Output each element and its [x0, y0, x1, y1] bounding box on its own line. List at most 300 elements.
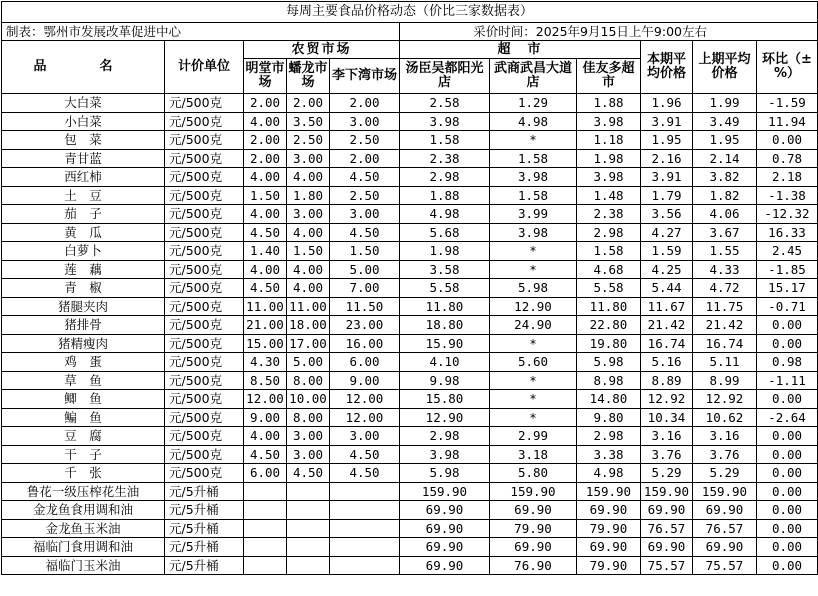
- supermarket-1-price: 11.80: [400, 297, 490, 316]
- unit-cell: 元/500克: [165, 112, 244, 131]
- current-avg-price: 8.89: [641, 371, 693, 390]
- current-avg-price: 75.57: [641, 556, 693, 575]
- table-row: [2, 519, 818, 538]
- change-percent: 11.94: [757, 112, 818, 131]
- table-row: [2, 482, 818, 501]
- supermarket-1-price: 2.98: [400, 168, 490, 187]
- market-3-price: 3.00: [330, 427, 400, 446]
- supermarket-2-price: 2.99: [490, 427, 577, 446]
- supermarket-3-price: 1.98: [577, 149, 641, 168]
- change-percent: 0.00: [757, 519, 818, 538]
- unit-cell: 元/500克: [165, 223, 244, 242]
- supermarket-1-price: 5.98: [400, 464, 490, 483]
- market-2-price: 8.00: [287, 408, 330, 427]
- previous-avg-price: 5.11: [693, 353, 757, 372]
- table-row: [2, 353, 818, 372]
- change-percent: -0.71: [757, 297, 818, 316]
- previous-avg-price: 4.33: [693, 260, 757, 279]
- supermarket-1-price: 159.90: [400, 482, 490, 501]
- market-3-price: 23.00: [330, 316, 400, 335]
- previous-avg-price: 4.72: [693, 279, 757, 298]
- previous-avg-price: 3.82: [693, 168, 757, 187]
- table-row: [2, 371, 818, 390]
- current-avg-price: 2.16: [641, 149, 693, 168]
- item-name: 鸡 蛋: [2, 353, 165, 372]
- market-2-price: 3.50: [287, 112, 330, 131]
- market-1-price: 21.00: [244, 316, 287, 335]
- market-1-price: [244, 556, 287, 575]
- header-supermarket-2: 武商武昌大道店: [490, 59, 577, 94]
- supermarket-3-price: 14.80: [577, 390, 641, 409]
- market-2-price: 2.00: [287, 94, 330, 113]
- table-row: [2, 149, 818, 168]
- market-2-price: 2.50: [287, 131, 330, 150]
- change-percent: 0.00: [757, 316, 818, 335]
- market-3-price: 2.00: [330, 149, 400, 168]
- supermarket-3-price: 1.48: [577, 186, 641, 205]
- item-name: 福临门食用调和油: [2, 538, 165, 557]
- previous-avg-price: 21.42: [693, 316, 757, 335]
- market-3-price: 12.00: [330, 390, 400, 409]
- market-1-price: 4.50: [244, 223, 287, 242]
- unit-cell: 元/5升桶: [165, 538, 244, 557]
- current-avg-price: 3.91: [641, 112, 693, 131]
- header-market-3: 李下湾市场: [330, 59, 400, 94]
- market-3-price: [330, 482, 400, 501]
- item-name: 土 豆: [2, 186, 165, 205]
- collect-time: 采价时间：2025年9月15日上午9:00左右: [400, 23, 818, 41]
- supermarket-1-price: 69.90: [400, 556, 490, 575]
- unit-cell: 元/500克: [165, 353, 244, 372]
- change-percent: 0.98: [757, 353, 818, 372]
- supermarket-3-price: 2.38: [577, 205, 641, 224]
- table-row: [2, 223, 818, 242]
- header-market-1: 明堂市场: [244, 59, 287, 94]
- item-name: 豆 腐: [2, 427, 165, 446]
- item-name: 猪排骨: [2, 316, 165, 335]
- item-name: 青 椒: [2, 279, 165, 298]
- supermarket-3-price: 79.90: [577, 519, 641, 538]
- market-3-price: [330, 556, 400, 575]
- market-3-price: 11.50: [330, 297, 400, 316]
- supermarket-2-price: *: [490, 334, 577, 353]
- supermarket-3-price: 79.90: [577, 556, 641, 575]
- current-avg-price: 76.57: [641, 519, 693, 538]
- unit-cell: 元/500克: [165, 408, 244, 427]
- current-avg-price: 21.42: [641, 316, 693, 335]
- market-3-price: [330, 519, 400, 538]
- previous-avg-price: 2.14: [693, 149, 757, 168]
- supermarket-3-price: 3.98: [577, 168, 641, 187]
- current-avg-price: 5.44: [641, 279, 693, 298]
- table-row: [2, 501, 818, 520]
- supermarket-1-price: 9.98: [400, 371, 490, 390]
- item-name: 大白菜: [2, 94, 165, 113]
- market-2-price: 18.00: [287, 316, 330, 335]
- supermarket-3-price: 19.80: [577, 334, 641, 353]
- item-name: 小白菜: [2, 112, 165, 131]
- current-avg-price: 1.59: [641, 242, 693, 261]
- supermarket-2-price: 5.80: [490, 464, 577, 483]
- previous-avg-price: 1.55: [693, 242, 757, 261]
- change-percent: 15.17: [757, 279, 818, 298]
- market-2-price: 3.00: [287, 149, 330, 168]
- market-1-price: 12.00: [244, 390, 287, 409]
- market-1-price: [244, 501, 287, 520]
- change-percent: -1.38: [757, 186, 818, 205]
- unit-cell: 元/500克: [165, 186, 244, 205]
- previous-avg-price: 75.57: [693, 556, 757, 575]
- change-percent: 0.00: [757, 556, 818, 575]
- market-2-price: 4.00: [287, 223, 330, 242]
- supermarket-2-price: 79.90: [490, 519, 577, 538]
- table-row: [2, 538, 818, 557]
- table-row: [2, 464, 818, 483]
- table-row: [2, 316, 818, 335]
- supermarket-3-price: 1.88: [577, 94, 641, 113]
- market-3-price: 9.00: [330, 371, 400, 390]
- market-1-price: 4.50: [244, 445, 287, 464]
- supermarket-1-price: 69.90: [400, 538, 490, 557]
- market-1-price: 8.50: [244, 371, 287, 390]
- change-percent: 0.00: [757, 538, 818, 557]
- market-2-price: 4.00: [287, 279, 330, 298]
- market-1-price: 4.00: [244, 260, 287, 279]
- item-name: 干 子: [2, 445, 165, 464]
- supermarket-1-price: 2.38: [400, 149, 490, 168]
- market-1-price: 4.30: [244, 353, 287, 372]
- market-3-price: [330, 538, 400, 557]
- header-previous-avg: 上期平均价格: [693, 41, 757, 94]
- market-3-price: 4.50: [330, 464, 400, 483]
- previous-avg-price: 3.67: [693, 223, 757, 242]
- market-2-price: 1.80: [287, 186, 330, 205]
- current-avg-price: 16.74: [641, 334, 693, 353]
- item-name: 鲫 鱼: [2, 390, 165, 409]
- market-1-price: 6.00: [244, 464, 287, 483]
- current-avg-price: 11.67: [641, 297, 693, 316]
- table-row: [2, 279, 818, 298]
- market-3-price: 3.00: [330, 112, 400, 131]
- previous-avg-price: 8.99: [693, 371, 757, 390]
- market-1-price: 4.00: [244, 205, 287, 224]
- supermarket-3-price: 5.98: [577, 353, 641, 372]
- change-percent: -2.64: [757, 408, 818, 427]
- table-row: [2, 334, 818, 353]
- market-3-price: 5.00: [330, 260, 400, 279]
- market-2-price: [287, 482, 330, 501]
- supermarket-1-price: 15.80: [400, 390, 490, 409]
- market-3-price: 16.00: [330, 334, 400, 353]
- supermarket-2-price: 3.18: [490, 445, 577, 464]
- previous-avg-price: 12.92: [693, 390, 757, 409]
- market-1-price: 1.50: [244, 186, 287, 205]
- compiler-info: 制表：鄂州市发展改革促进中心: [2, 23, 400, 41]
- supermarket-3-price: 5.58: [577, 279, 641, 298]
- unit-cell: 元/5升桶: [165, 519, 244, 538]
- market-3-price: 2.00: [330, 94, 400, 113]
- supermarket-3-price: 2.98: [577, 223, 641, 242]
- item-name: 金龙鱼玉米油: [2, 519, 165, 538]
- supermarket-2-price: 5.60: [490, 353, 577, 372]
- market-2-price: [287, 519, 330, 538]
- unit-cell: 元/500克: [165, 205, 244, 224]
- supermarket-2-price: *: [490, 390, 577, 409]
- change-percent: 0.00: [757, 390, 818, 409]
- market-2-price: 3.00: [287, 445, 330, 464]
- market-3-price: [330, 501, 400, 520]
- supermarket-3-price: 11.80: [577, 297, 641, 316]
- item-name: 黄 瓜: [2, 223, 165, 242]
- market-1-price: [244, 519, 287, 538]
- current-avg-price: 1.95: [641, 131, 693, 150]
- current-avg-price: 1.79: [641, 186, 693, 205]
- previous-avg-price: 69.90: [693, 501, 757, 520]
- unit-cell: 元/500克: [165, 168, 244, 187]
- change-percent: 2.45: [757, 242, 818, 261]
- market-1-price: 4.50: [244, 279, 287, 298]
- unit-cell: 元/500克: [165, 316, 244, 335]
- supermarket-1-price: 3.58: [400, 260, 490, 279]
- header-change: 环比（±%）: [757, 41, 818, 94]
- market-1-price: 2.00: [244, 131, 287, 150]
- current-avg-price: 159.90: [641, 482, 693, 501]
- market-1-price: [244, 538, 287, 557]
- table-row: [2, 186, 818, 205]
- market-2-price: 4.00: [287, 168, 330, 187]
- previous-avg-price: 69.90: [693, 538, 757, 557]
- supermarket-2-price: 76.90: [490, 556, 577, 575]
- market-3-price: 4.50: [330, 223, 400, 242]
- item-name: 福临门玉米油: [2, 556, 165, 575]
- previous-avg-price: 159.90: [693, 482, 757, 501]
- supermarket-2-price: *: [490, 260, 577, 279]
- previous-avg-price: 10.62: [693, 408, 757, 427]
- unit-cell: 元/500克: [165, 464, 244, 483]
- market-2-price: 11.00: [287, 297, 330, 316]
- item-name: 青甘蓝: [2, 149, 165, 168]
- supermarket-3-price: 4.68: [577, 260, 641, 279]
- supermarket-1-price: 4.10: [400, 353, 490, 372]
- supermarket-3-price: 1.58: [577, 242, 641, 261]
- market-2-price: [287, 556, 330, 575]
- market-2-price: 8.00: [287, 371, 330, 390]
- table-row: [2, 168, 818, 187]
- supermarket-3-price: 3.98: [577, 112, 641, 131]
- unit-cell: 元/500克: [165, 371, 244, 390]
- supermarket-3-price: 159.90: [577, 482, 641, 501]
- supermarket-2-price: *: [490, 242, 577, 261]
- change-percent: -1.85: [757, 260, 818, 279]
- supermarket-3-price: 22.80: [577, 316, 641, 335]
- table-row: [2, 112, 818, 131]
- header-market-group: 农贸市场: [244, 41, 400, 59]
- supermarket-2-price: 3.99: [490, 205, 577, 224]
- table-row: [2, 260, 818, 279]
- market-2-price: 1.50: [287, 242, 330, 261]
- supermarket-3-price: 69.90: [577, 538, 641, 557]
- header-supermarket-3: 佳友多超市: [577, 59, 641, 94]
- supermarket-2-price: 159.90: [490, 482, 577, 501]
- change-percent: 16.33: [757, 223, 818, 242]
- market-1-price: 11.00: [244, 297, 287, 316]
- change-percent: 0.00: [757, 445, 818, 464]
- item-name: 鲁花一级压榨花生油: [2, 482, 165, 501]
- unit-cell: 元/500克: [165, 445, 244, 464]
- previous-avg-price: 11.75: [693, 297, 757, 316]
- supermarket-2-price: 3.98: [490, 168, 577, 187]
- market-2-price: 3.00: [287, 205, 330, 224]
- unit-cell: 元/500克: [165, 279, 244, 298]
- market-3-price: 2.50: [330, 131, 400, 150]
- change-percent: 0.00: [757, 334, 818, 353]
- item-name: 千 张: [2, 464, 165, 483]
- supermarket-1-price: 1.58: [400, 131, 490, 150]
- change-percent: 0.00: [757, 131, 818, 150]
- supermarket-2-price: *: [490, 371, 577, 390]
- previous-avg-price: 1.99: [693, 94, 757, 113]
- supermarket-2-price: 3.98: [490, 223, 577, 242]
- supermarket-3-price: 9.80: [577, 408, 641, 427]
- change-percent: 2.18: [757, 168, 818, 187]
- unit-cell: 元/500克: [165, 297, 244, 316]
- current-avg-price: 5.29: [641, 464, 693, 483]
- change-percent: -1.11: [757, 371, 818, 390]
- change-percent: 0.78: [757, 149, 818, 168]
- supermarket-1-price: 18.80: [400, 316, 490, 335]
- table-row: [2, 297, 818, 316]
- supermarket-3-price: 3.38: [577, 445, 641, 464]
- market-2-price: 10.00: [287, 390, 330, 409]
- supermarket-1-price: 2.58: [400, 94, 490, 113]
- item-name: 茄 子: [2, 205, 165, 224]
- supermarket-1-price: 1.88: [400, 186, 490, 205]
- supermarket-2-price: 5.98: [490, 279, 577, 298]
- current-avg-price: 4.27: [641, 223, 693, 242]
- table-row: [2, 131, 818, 150]
- supermarket-1-price: 2.98: [400, 427, 490, 446]
- market-1-price: 1.40: [244, 242, 287, 261]
- supermarket-1-price: 15.90: [400, 334, 490, 353]
- supermarket-1-price: 3.98: [400, 445, 490, 464]
- price-table: [1, 1, 818, 575]
- previous-avg-price: 5.29: [693, 464, 757, 483]
- market-2-price: 17.00: [287, 334, 330, 353]
- current-avg-price: 69.90: [641, 501, 693, 520]
- table-row: [2, 390, 818, 409]
- market-2-price: 3.00: [287, 427, 330, 446]
- unit-cell: 元/500克: [165, 242, 244, 261]
- market-3-price: 3.00: [330, 205, 400, 224]
- supermarket-2-price: 24.90: [490, 316, 577, 335]
- unit-cell: 元/500克: [165, 149, 244, 168]
- supermarket-2-price: 12.90: [490, 297, 577, 316]
- change-percent: 0.00: [757, 482, 818, 501]
- table-row: [2, 427, 818, 446]
- unit-cell: 元/5升桶: [165, 556, 244, 575]
- supermarket-3-price: 1.18: [577, 131, 641, 150]
- supermarket-2-price: *: [490, 408, 577, 427]
- table-row: [2, 408, 818, 427]
- current-avg-price: 3.56: [641, 205, 693, 224]
- previous-avg-price: 16.74: [693, 334, 757, 353]
- previous-avg-price: 1.82: [693, 186, 757, 205]
- change-percent: -12.32: [757, 205, 818, 224]
- market-2-price: 5.00: [287, 353, 330, 372]
- item-name: 莲 藕: [2, 260, 165, 279]
- supermarket-1-price: 1.98: [400, 242, 490, 261]
- supermarket-1-price: 5.68: [400, 223, 490, 242]
- supermarket-1-price: 3.98: [400, 112, 490, 131]
- market-1-price: 15.00: [244, 334, 287, 353]
- market-3-price: 4.50: [330, 445, 400, 464]
- item-name: 白萝卜: [2, 242, 165, 261]
- current-avg-price: 5.16: [641, 353, 693, 372]
- sheet-title: 每周主要食品价格动态（价比三家数据表）: [2, 2, 818, 23]
- supermarket-1-price: 4.98: [400, 205, 490, 224]
- change-percent: 0.00: [757, 427, 818, 446]
- previous-avg-price: 3.49: [693, 112, 757, 131]
- supermarket-2-price: 1.58: [490, 149, 577, 168]
- current-avg-price: 4.25: [641, 260, 693, 279]
- market-3-price: 2.50: [330, 186, 400, 205]
- unit-cell: 元/500克: [165, 260, 244, 279]
- unit-cell: 元/500克: [165, 390, 244, 409]
- supermarket-2-price: 69.90: [490, 501, 577, 520]
- previous-avg-price: 3.16: [693, 427, 757, 446]
- market-1-price: [244, 482, 287, 501]
- unit-cell: 元/500克: [165, 131, 244, 150]
- change-percent: 0.00: [757, 501, 818, 520]
- current-avg-price: 10.34: [641, 408, 693, 427]
- item-name: 猪腿夹肉: [2, 297, 165, 316]
- item-name: 包 菜: [2, 131, 165, 150]
- item-name: 猪精瘦肉: [2, 334, 165, 353]
- market-1-price: 9.00: [244, 408, 287, 427]
- market-3-price: 7.00: [330, 279, 400, 298]
- table-row: [2, 445, 818, 464]
- unit-cell: 元/500克: [165, 427, 244, 446]
- previous-avg-price: 3.76: [693, 445, 757, 464]
- market-1-price: 4.00: [244, 427, 287, 446]
- supermarket-1-price: 69.90: [400, 501, 490, 520]
- market-3-price: 1.50: [330, 242, 400, 261]
- supermarket-2-price: 4.98: [490, 112, 577, 131]
- supermarket-3-price: 8.98: [577, 371, 641, 390]
- market-3-price: 6.00: [330, 353, 400, 372]
- current-avg-price: 1.96: [641, 94, 693, 113]
- change-percent: -1.59: [757, 94, 818, 113]
- unit-cell: 元/5升桶: [165, 482, 244, 501]
- unit-cell: 元/5升桶: [165, 501, 244, 520]
- table-row: [2, 242, 818, 261]
- market-3-price: 4.50: [330, 168, 400, 187]
- supermarket-1-price: 69.90: [400, 519, 490, 538]
- supermarket-3-price: 69.90: [577, 501, 641, 520]
- price-sheet: [1, 1, 817, 594]
- item-name: 西红柿: [2, 168, 165, 187]
- supermarket-3-price: 2.98: [577, 427, 641, 446]
- current-avg-price: 3.16: [641, 427, 693, 446]
- supermarket-3-price: 4.98: [577, 464, 641, 483]
- current-avg-price: 3.76: [641, 445, 693, 464]
- supermarket-1-price: 5.58: [400, 279, 490, 298]
- unit-cell: 元/500克: [165, 334, 244, 353]
- market-1-price: 4.00: [244, 112, 287, 131]
- table-row: [2, 556, 818, 575]
- unit-cell: 元/500克: [165, 94, 244, 113]
- previous-avg-price: 4.06: [693, 205, 757, 224]
